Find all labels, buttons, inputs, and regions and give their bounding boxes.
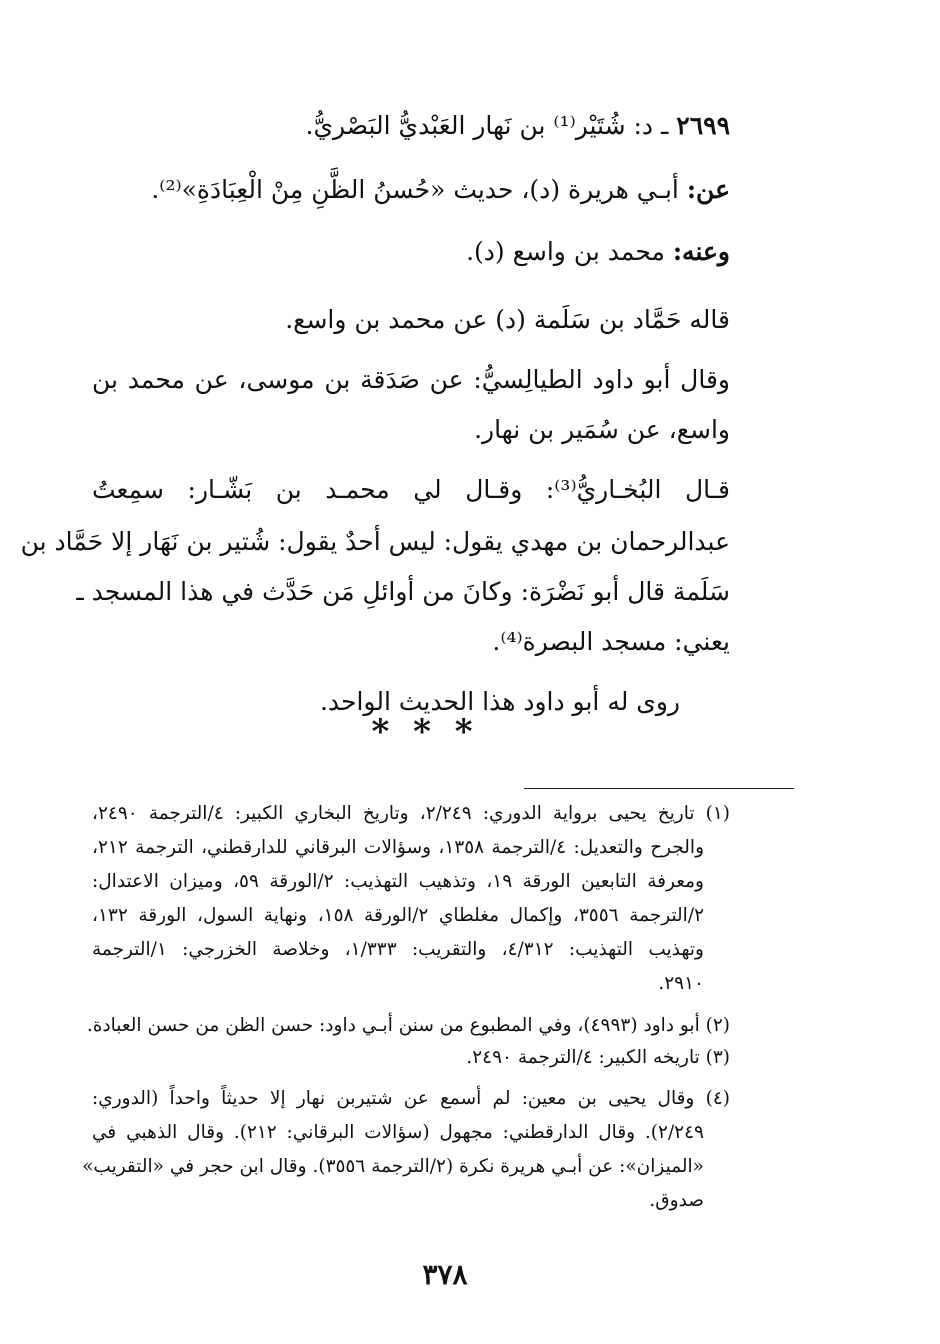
narrated-by-text: محمد بن واسع (د). <box>466 237 665 266</box>
page-number: ٣٧٨ <box>422 1258 468 1291</box>
narrated-by-line <box>92 226 730 278</box>
footnote-3: (٣) تاريخه الكبير: ٤/الترجمة ٢٤٩٠. <box>466 1047 730 1068</box>
footnote-4-line-3: «الميزان»: عن أبـي هريرة نكرة (٢/الترجمة ٣٥٥٦). وقال ابن حجر في «التقريب» <box>82 1156 704 1177</box>
paragraph-bukhari-line-4: يعني: مسجد البصرة⁽⁴⁾. <box>492 627 730 656</box>
section-separator-stars: * * * <box>371 712 479 752</box>
footnote-1-line-3: ومعرفة التابعين الورقة ١٩، وتذهيب التهذيب: ٢/الورقة ٥٩، وميزان الاعتدال: <box>92 871 704 892</box>
footnote-1-line-4: ٢/الترجمة ٣٥٥٦، وإكمال مغلطاي ٢/الورقة ١٥٨، ونهاية السول، الورقة ١٣٢، <box>92 905 704 926</box>
paragraph-bukhari-line-2: عبدالرحمان بن مهدي يقول: ليس أحدٌ يقول: شُتير بن نَهَار إلا حَمَّاد بن <box>20 527 730 556</box>
paragraph-abu-dawud: روى له أبو داود هذا الحديث الواحد. <box>319 687 680 716</box>
footnote-1-line-6: ٢٩١٠. <box>658 973 704 994</box>
paragraph-bukhari-line-1: قـال البُخـاريُّ⁽³⁾: وقـال لي محمـد بن بَشّـار: سمِعتُ <box>92 475 730 504</box>
paragraph-bukhari-line-3: سَلَمة قال أبو نَضْرَة: وكانَ من أوائلِ مَن حَدَّث في هذا المسجد ـ <box>76 577 730 606</box>
footnote-4-line-2: ٢/٢٤٩). وقال الدارقطني: مجهول (سؤالات البرقاني: ٢١٢). وقال الذهبي في <box>92 1122 704 1143</box>
entry-heading-text: ـ د: شُتَيْر⁽¹⁾ بن نَهار العَبْديُّ البَصْريُّ. <box>305 111 669 140</box>
paragraph-hammad: قاله حَمَّاد بن سَلَمة (د) عن محمد بن واسع. <box>285 305 730 334</box>
narrated-by-label: وعنه: <box>672 237 730 266</box>
narrated-from-line <box>92 164 730 216</box>
footnote-divider <box>524 788 794 789</box>
footnote-1-line-1: (١) تاريخ يحيى برواية الدوري: ٢/٢٤٩، وتاريخ البخاري الكبير: ٤/الترجمة ٢٤٩٠، <box>92 803 730 824</box>
footnote-2: (٢) أبو داود (٤٩٩٣)، وفي المطبوع من سنن أبـي داود: حسن الظن من حسن العبادة. <box>86 1015 730 1036</box>
footnote-1-line-2: والجرح والتعديل: ٤/الترجمة ١٣٥٨، وسؤالات البرقاني للدارقطني، الترجمة ٢١٢، <box>92 837 704 858</box>
narrated-from-text: أبـي هريرة (د)، حديث «حُسنُ الظَّنِ مِنْ الْعِبَادَةِ»⁽²⁾. <box>151 175 679 204</box>
paragraph-tayalisi-line-2: واسع، عن سُمَير بن نهار. <box>474 415 730 444</box>
footnote-1-line-5: وتهذيب التهذيب: ٤/٣١٢، والتقريب: ١/٣٣٣، وخلاصة الخزرجي: ١/الترجمة <box>92 939 704 960</box>
footnote-4-line-4: صدوق. <box>649 1190 704 1211</box>
entry-number: ٢٦٩٩ <box>676 111 730 140</box>
footnote-4-line-1: (٤) وقال يحيى بن معين: لم أسمع عن شتيربن نهار إلا حديثاً واحداً (الدوري: <box>92 1088 730 1109</box>
paragraph-tayalisi-line-1: وقال أبو داود الطيالِسيُّ: عن صَدَقة بن موسى، عن محمد بن <box>92 365 730 394</box>
entry-heading <box>92 100 730 152</box>
narrated-from-label: عن: <box>686 175 730 204</box>
